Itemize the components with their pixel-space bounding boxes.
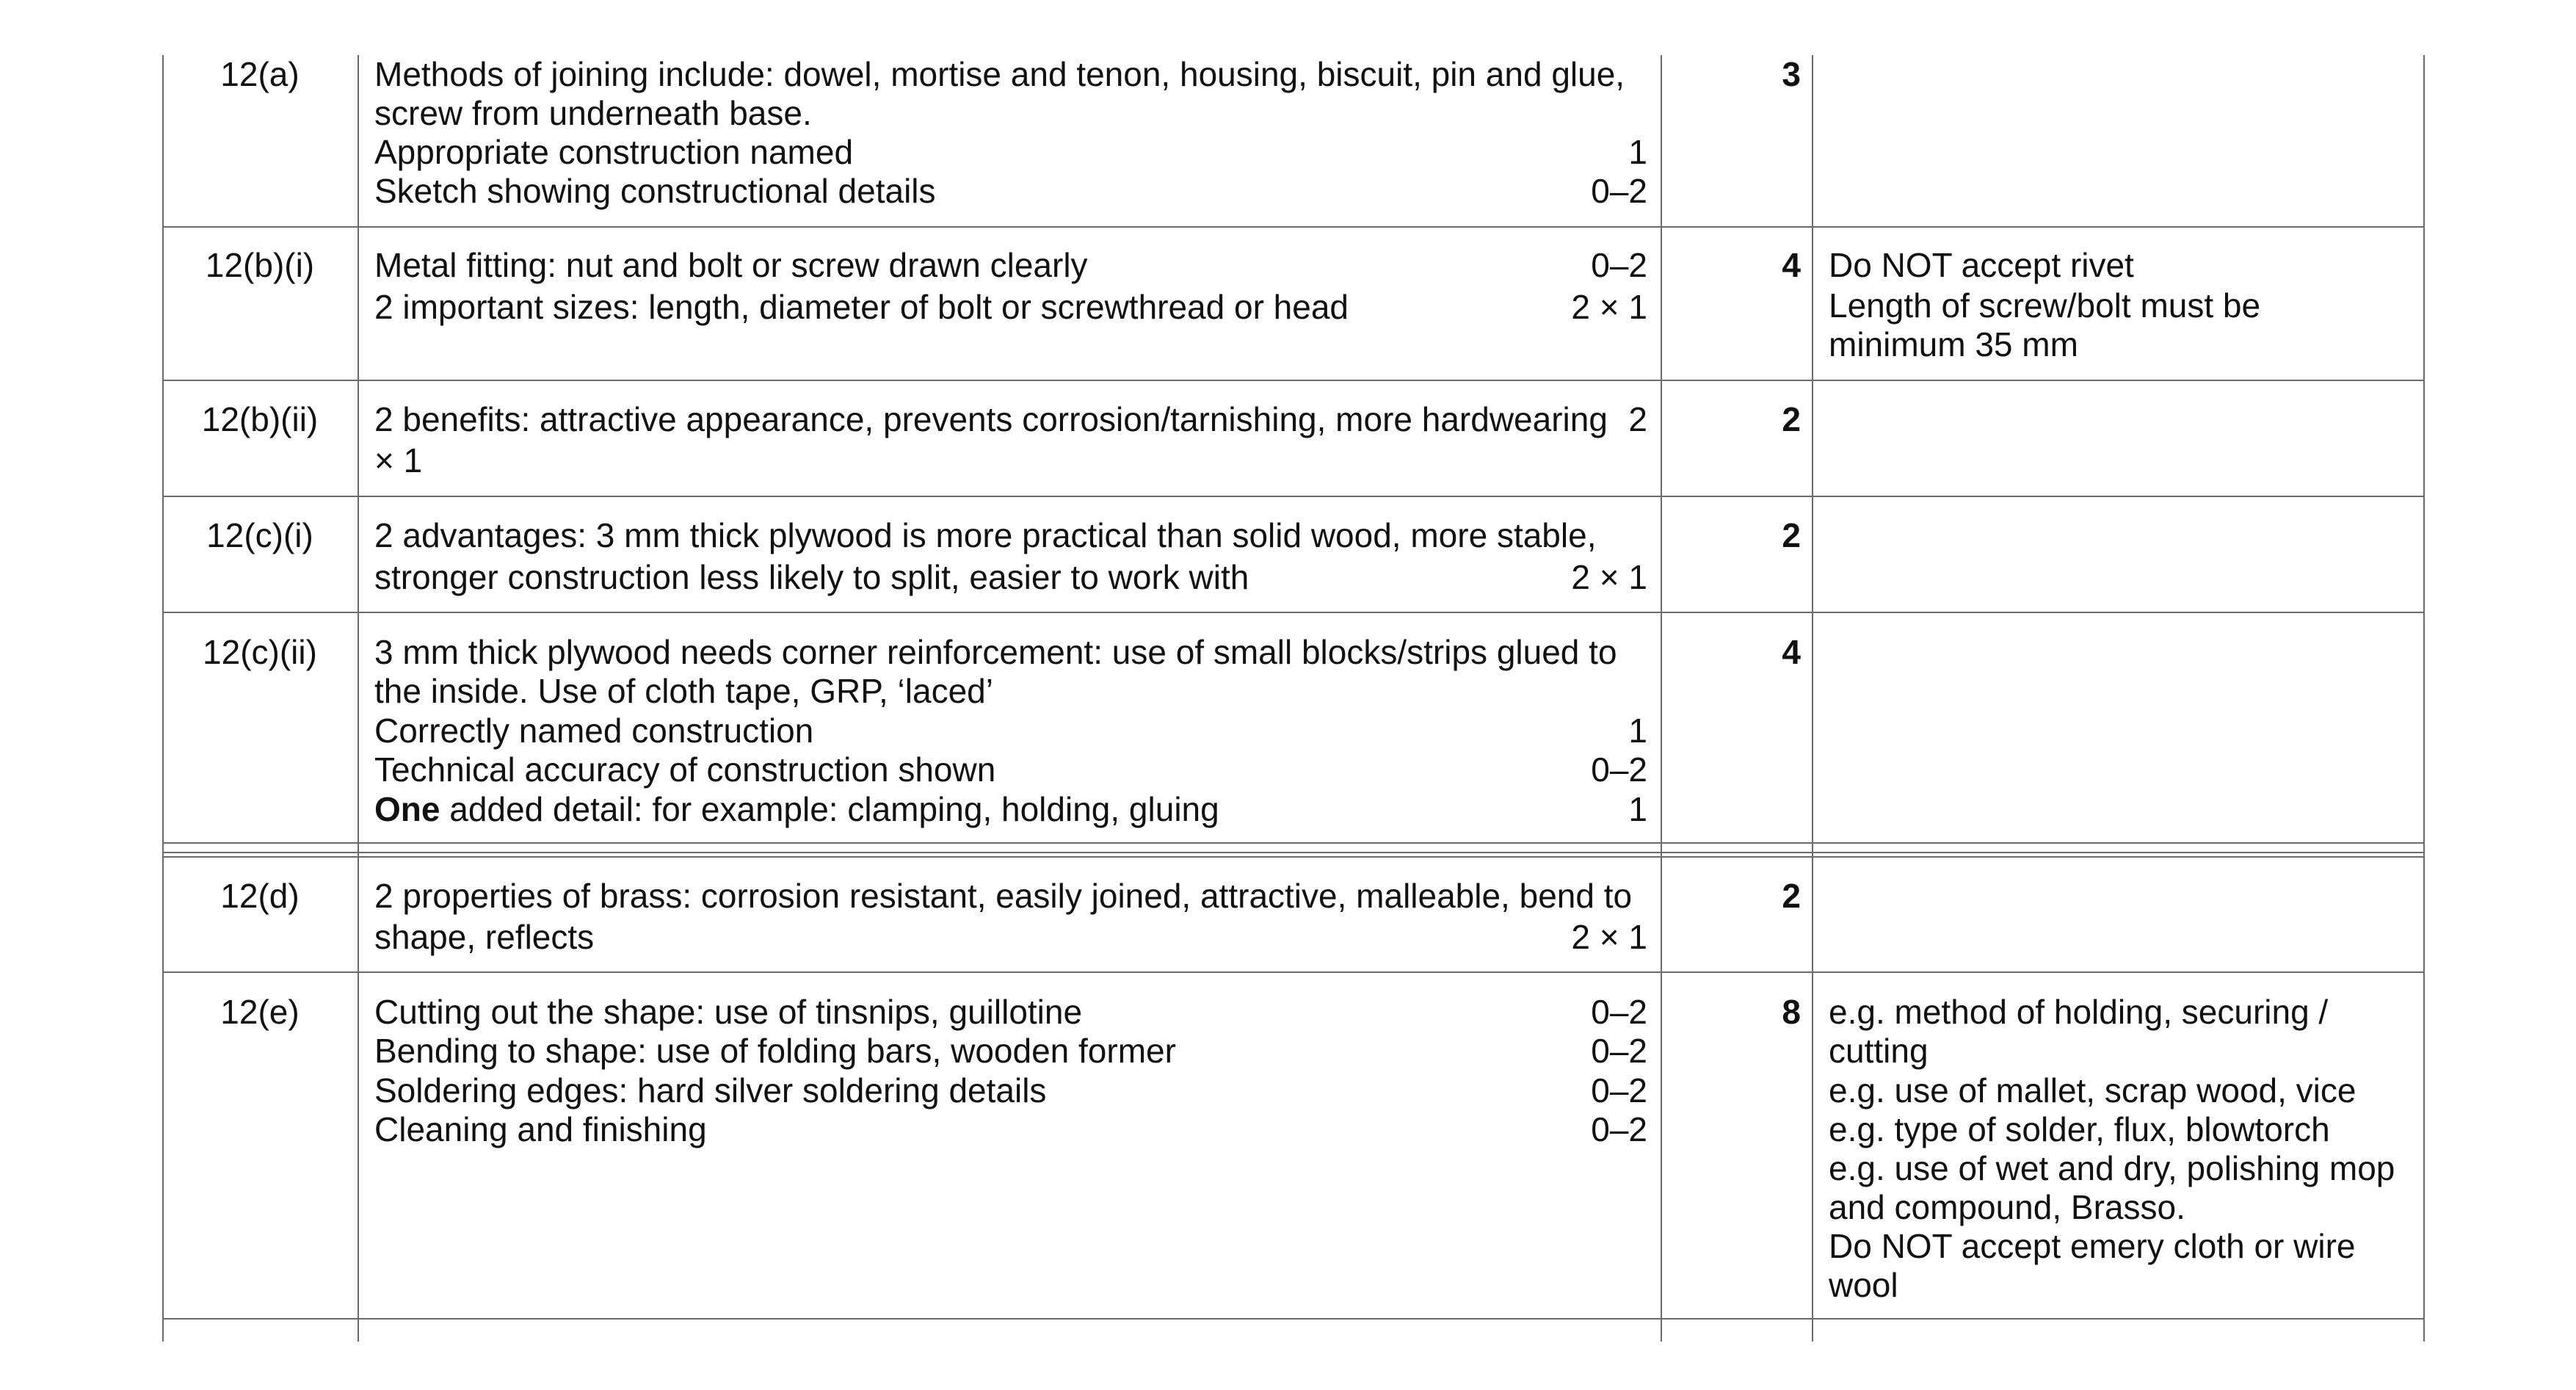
total-marks: 2: [1782, 877, 1801, 915]
answer-line: Methods of joining include: dowel, mortise and tenon, housing, biscuit, pin and glue,: [374, 55, 1625, 93]
guidance-line: e.g. method of holding, securing /: [1829, 993, 2329, 1031]
question-number: 12(c)(ii): [203, 633, 317, 671]
answer-line: 2 advantages: 3 mm thick plywood is more practical than solid wood, more stable,: [374, 516, 1597, 554]
answer-line: Appropriate construction named 1: [374, 133, 1647, 171]
total-marks: 2: [1782, 400, 1801, 438]
total-marks: 8: [1782, 993, 1801, 1031]
answer-line: Metal fitting: nut and bolt or screw drawn clearly 0–2: [374, 246, 1647, 284]
answer-line: 2 benefits: attractive appearance, prevents corrosion/tarnishing, more hardwearing 2: [374, 400, 1647, 438]
question-number: 12(a): [220, 55, 300, 93]
answer-line: × 1: [374, 441, 423, 479]
guidance-line: cutting: [1829, 1032, 1929, 1070]
answer-line: shape, reflects 2 × 1: [374, 918, 1647, 956]
total-marks: 3: [1782, 55, 1801, 93]
guidance-line: Length of screw/bolt must be: [1829, 286, 2261, 325]
question-number: 12(e): [220, 993, 300, 1031]
answer-line: 2 properties of brass: corrosion resistant, easily joined, attractive, malleable, bend to: [374, 877, 1633, 915]
guidance-line: e.g. use of mallet, scrap wood, vice: [1829, 1071, 2357, 1110]
total-marks: 4: [1782, 246, 1801, 284]
answer-line: stronger construction less likely to split, easier to work with 2 × 1: [374, 558, 1647, 596]
answer-line: 2 important sizes: length, diameter of bolt or screwthread or head 2 × 1: [374, 288, 1647, 326]
emphasis-text: One: [374, 790, 440, 828]
question-number: 12(b)(i): [205, 246, 315, 284]
total-marks: 4: [1782, 633, 1801, 671]
answer-line: Bending to shape: use of folding bars, wooden former 0–2: [374, 1032, 1647, 1070]
total-marks: 2: [1782, 516, 1801, 554]
question-number: 12(c)(i): [206, 516, 313, 554]
answer-line: 3 mm thick plywood needs corner reinforcement: use of small blocks/strips glued to: [374, 633, 1617, 671]
answer-line: the inside. Use of cloth tape, GRP, ‘laced’: [374, 672, 993, 710]
guidance-line: and compound, Brasso.: [1829, 1188, 2185, 1226]
row-divider: [162, 612, 2425, 613]
answer-line: screw from underneath base.: [374, 94, 812, 132]
answer-line: Cutting out the shape: use of tinsnips, guillotine 0–2: [374, 993, 1647, 1031]
row-divider: [162, 380, 2425, 381]
row-divider: [162, 226, 2425, 228]
answer-line: Correctly named construction 1: [374, 712, 1647, 750]
table-border-right: [2423, 55, 2425, 1342]
row-divider: [162, 1318, 2425, 1320]
answer-line: Sketch showing constructional details 0–2: [374, 172, 1647, 210]
page-break-divider: [162, 852, 2425, 853]
row-divider: [162, 971, 2425, 973]
row-divider: [162, 496, 2425, 497]
row-divider: [162, 856, 2425, 858]
answer-line: Soldering edges: hard silver soldering details 0–2: [374, 1071, 1647, 1110]
column-divider-question: [358, 55, 359, 1342]
column-divider-marks: [1812, 55, 1813, 1342]
answer-line: Cleaning and finishing 0–2: [374, 1110, 1647, 1148]
guidance-line: e.g. type of solder, flux, blowtorch: [1829, 1110, 2330, 1148]
guidance-line: Do NOT accept rivet: [1829, 246, 2134, 284]
guidance-line: wool: [1829, 1266, 1898, 1304]
answer-line: One added detail: for example: clamping, holding, gluing 1: [374, 790, 1647, 828]
question-number: 12(d): [220, 877, 300, 915]
question-number: 12(b)(ii): [201, 400, 319, 438]
answer-line: Technical accuracy of construction shown 0–2: [374, 750, 1647, 789]
guidance-line: minimum 35 mm: [1829, 325, 2078, 363]
guidance-line: e.g. use of wet and dry, polishing mop: [1829, 1149, 2395, 1187]
guidance-line: Do NOT accept emery cloth or wire: [1829, 1227, 2356, 1265]
row-divider: [162, 842, 2425, 844]
